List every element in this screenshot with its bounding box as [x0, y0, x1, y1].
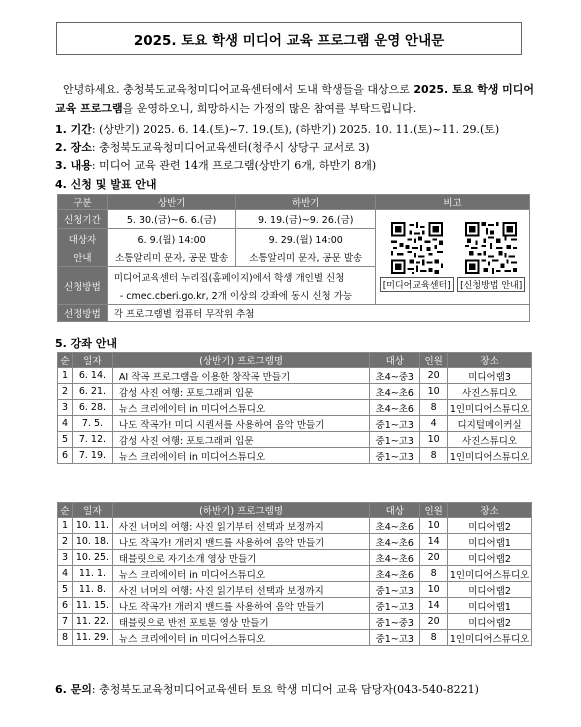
cell-date: 6. 28. — [72, 400, 112, 416]
cell-date: 7. 12. — [72, 432, 112, 448]
period-line — [55, 121, 499, 137]
cell-program: 나도 작곡가! 개러지 밴드를 사용하여 음악 만들기 — [112, 598, 369, 614]
period-label: 1. 기간 — [55, 123, 92, 136]
second-half-body — [58, 518, 532, 646]
intro-text-2: 을 운영하오니, 희망하시는 가정의 많은 참여를 부탁드립니다. — [122, 102, 417, 115]
cell-target: 초4~초6 — [370, 384, 420, 400]
first-half-table — [57, 352, 532, 464]
first-header-date: 일자 — [72, 353, 112, 368]
cell-place: 디지털메이커실 — [448, 416, 532, 432]
cell-count: 14 — [420, 598, 448, 614]
first-header-place: 장소 — [448, 353, 532, 368]
second-half-table — [57, 502, 532, 646]
cell-count: 20 — [420, 614, 448, 630]
place-text: : 충청북도교육청미디어교육센터(청주시 상당구 교서로 3) — [91, 141, 370, 154]
cell-program: 나도 작곡가! 미디 시퀀서를 사용하여 음악 만들기 — [112, 416, 369, 432]
apply-method-label: 신청방법 — [58, 267, 108, 305]
cell-place: 1인미디어스튜디오 — [448, 448, 532, 464]
apply-period-label: 신청기간 — [58, 210, 108, 229]
cell-date: 11. 1. — [72, 566, 112, 582]
apply-notice-second: 9. 29.(월) 14:00 소통알리미 문자, 공문 발송 — [236, 229, 376, 267]
cell-no: 3 — [58, 550, 73, 566]
second-header-count: 인원 — [420, 503, 448, 518]
cell-place: 미디어랩2 — [448, 550, 532, 566]
cell-place: 미디어랩3 — [448, 368, 532, 384]
place-label: 2. 장소 — [55, 141, 92, 154]
first-header-program: (상반기) 프로그램명 — [112, 353, 369, 368]
cell-target: 초4~초6 — [370, 566, 420, 582]
place-line — [55, 139, 370, 155]
cell-date: 7. 5. — [72, 416, 112, 432]
contact-line — [55, 681, 479, 697]
apply-period-first: 5. 30.(금)~6. 6.(금) — [107, 210, 236, 229]
cell-program: 뉴스 크리에이터 in 미디어스튜디오 — [112, 630, 369, 646]
cell-count: 8 — [420, 630, 448, 646]
second-header-no: 순 — [58, 503, 73, 518]
table-row — [58, 416, 532, 432]
cell-no: 6 — [58, 598, 73, 614]
qr-code-media-center[interactable] — [391, 222, 443, 274]
cell-date: 11. 8. — [72, 582, 112, 598]
cell-count: 10 — [420, 432, 448, 448]
cell-program: 뉴스 크리에이터 in 미디어스튜디오 — [112, 566, 369, 582]
intro-text-1: 안녕하세요. 충청북도교육청미디어교육센터에서 도내 학생들을 대상으로 — [63, 83, 414, 96]
cell-target: 초4~초6 — [370, 550, 420, 566]
apply-notice-label: 대상자 안내 — [58, 229, 108, 267]
qr-code-apply-guide[interactable] — [465, 222, 517, 274]
cell-count: 20 — [420, 368, 448, 384]
cell-target: 중1~중3 — [370, 614, 420, 630]
cell-program: AI 작곡 프로그램을 이용한 창작곡 만들기 — [112, 368, 369, 384]
cell-place: 1인미디어스튜디오 — [448, 400, 532, 416]
cell-date: 10. 25. — [72, 550, 112, 566]
cell-no: 1 — [58, 518, 73, 534]
cell-place: 미디어랩1 — [448, 534, 532, 550]
cell-date: 11. 22. — [72, 614, 112, 630]
cell-count: 20 — [420, 550, 448, 566]
apply-header-second-half: 하반기 — [236, 195, 376, 210]
table-row — [58, 614, 532, 630]
table-row — [58, 566, 532, 582]
qr-caption-media-center: [미디어교육센터] — [380, 277, 454, 292]
page-title: 2025. 토요 학생 미디어 교육 프로그램 운영 안내문 — [56, 22, 522, 55]
first-header-count: 인원 — [420, 353, 448, 368]
table-row — [58, 582, 532, 598]
cell-no: 5 — [58, 432, 73, 448]
table-row — [58, 630, 532, 646]
cell-no: 4 — [58, 416, 73, 432]
table-row — [58, 368, 532, 384]
cell-target: 중1~고3 — [370, 598, 420, 614]
cell-no: 2 — [58, 384, 73, 400]
cell-place: 미디어랩2 — [448, 614, 532, 630]
cell-place: 1인미디어스튜디오 — [448, 630, 532, 646]
cell-date: 10. 11. — [72, 518, 112, 534]
cell-count: 4 — [420, 416, 448, 432]
first-half-body — [58, 368, 532, 464]
cell-count: 8 — [420, 566, 448, 582]
cell-place: 1인미디어스튜디오 — [448, 566, 532, 582]
table-row — [58, 384, 532, 400]
cell-target: 초4~초6 — [370, 534, 420, 550]
cell-no: 7 — [58, 614, 73, 630]
period-text: : (상반기) 2025. 6. 14.(토)~7. 19.(토), (하반기) 2025. 10. 11.(토)~11. 29.(토) — [91, 123, 500, 136]
table-row — [58, 534, 532, 550]
first-header-target: 대상 — [370, 353, 420, 368]
cell-date: 10. 18. — [72, 534, 112, 550]
cell-count: 10 — [420, 384, 448, 400]
cell-count: 8 — [420, 448, 448, 464]
contact-text: : 충청북도교육청미디어교육센터 토요 학생 미디어 교육 담당자(043-540-8221) — [91, 683, 479, 696]
cell-no: 6 — [58, 448, 73, 464]
cell-count: 10 — [420, 518, 448, 534]
cell-place: 미디어랩1 — [448, 598, 532, 614]
apply-header-first-half: 상반기 — [107, 195, 236, 210]
cell-no: 4 — [58, 566, 73, 582]
qr-caption-apply-guide: [신청방법 안내] — [457, 277, 525, 292]
cell-date: 6. 14. — [72, 368, 112, 384]
second-header-place: 장소 — [448, 503, 532, 518]
cell-target: 중1~고3 — [370, 432, 420, 448]
cell-program: 사진 너머의 여행: 사진 읽기부터 선택과 보정까지 — [112, 582, 369, 598]
cell-target: 초4~초6 — [370, 518, 420, 534]
table-row — [58, 400, 532, 416]
apply-select-label: 선정방법 — [58, 305, 108, 322]
second-header-program: (하반기) 프로그램명 — [112, 503, 369, 518]
apply-notice-first: 6. 9.(월) 14:00 소통알리미 문자, 공문 발송 — [107, 229, 236, 267]
apply-table — [57, 194, 530, 322]
cell-place: 사진스튜디오 — [448, 384, 532, 400]
cell-program: 태블릿으로 반전 포토툰 영상 만들기 — [112, 614, 369, 630]
table-row — [58, 518, 532, 534]
apply-period-second: 9. 19.(금)~9. 26.(금) — [236, 210, 376, 229]
cell-program: 뉴스 크리에이터 in 미디어스튜디오 — [112, 448, 369, 464]
intro-program-name: 2025. 토요 학생 미디어 교육 프로그램 — [55, 83, 535, 115]
table-row — [58, 550, 532, 566]
cell-program: 나도 작곡가! 개러지 밴드를 사용하여 음악 만들기 — [112, 534, 369, 550]
contact-label: 6. 문의 — [55, 683, 92, 696]
cell-target: 중1~고3 — [370, 416, 420, 432]
section4-heading: 4. 신청 및 발표 안내 — [55, 178, 157, 191]
cell-no: 3 — [58, 400, 73, 416]
cell-program: 태블릿으로 자기소개 영상 만들기 — [112, 550, 369, 566]
second-header-target: 대상 — [370, 503, 420, 518]
cell-date: 11. 29. — [72, 630, 112, 646]
cell-program: 감성 사진 여행: 포토그래퍼 입문 — [112, 384, 369, 400]
second-header-date: 일자 — [72, 503, 112, 518]
table-row — [58, 432, 532, 448]
apply-method-text: 미디어교육센터 누리집(홈페이지)에서 학생 개인별 신청 - cmec.cberi.go.kr, 2개 이상의 강좌에 동시 신청 가능 — [107, 267, 375, 305]
cell-target: 중1~고3 — [370, 448, 420, 464]
cell-no: 2 — [58, 534, 73, 550]
cell-target: 중1~고3 — [370, 582, 420, 598]
cell-place: 미디어랩2 — [448, 582, 532, 598]
content-text: : 미디어 교육 관련 14개 프로그램(상반기 6개, 하반기 8개) — [91, 159, 377, 172]
cell-program: 뉴스 크리에이터 in 미디어스튜디오 — [112, 400, 369, 416]
content-line — [55, 157, 376, 173]
cell-place: 미디어랩2 — [448, 518, 532, 534]
cell-no: 8 — [58, 630, 73, 646]
cell-count: 10 — [420, 582, 448, 598]
cell-program: 사진 너머의 여행: 사진 읽기부터 선택과 보정까지 — [112, 518, 369, 534]
table-row — [58, 598, 532, 614]
apply-select-text: 각 프로그램별 컴퓨터 무작위 추첨 — [107, 305, 529, 322]
intro-paragraph — [55, 80, 535, 118]
cell-date: 11. 15. — [72, 598, 112, 614]
cell-target: 초4~초6 — [370, 400, 420, 416]
cell-count: 8 — [420, 400, 448, 416]
section5-heading: 5. 강좌 안내 — [55, 337, 117, 350]
content-label: 3. 내용 — [55, 159, 92, 172]
qr-cell — [376, 210, 530, 305]
cell-program: 감성 사진 여행: 포토그래퍼 입문 — [112, 432, 369, 448]
cell-target: 중1~고3 — [370, 630, 420, 646]
table-row — [58, 448, 532, 464]
cell-no: 1 — [58, 368, 73, 384]
cell-date: 6. 21. — [72, 384, 112, 400]
cell-target: 초4~중3 — [370, 368, 420, 384]
apply-header-note: 비고 — [376, 195, 530, 210]
cell-count: 14 — [420, 534, 448, 550]
cell-date: 7. 19. — [72, 448, 112, 464]
cell-place: 사진스튜디오 — [448, 432, 532, 448]
cell-no: 5 — [58, 582, 73, 598]
first-header-no: 순 — [58, 353, 73, 368]
apply-header-category: 구분 — [58, 195, 108, 210]
